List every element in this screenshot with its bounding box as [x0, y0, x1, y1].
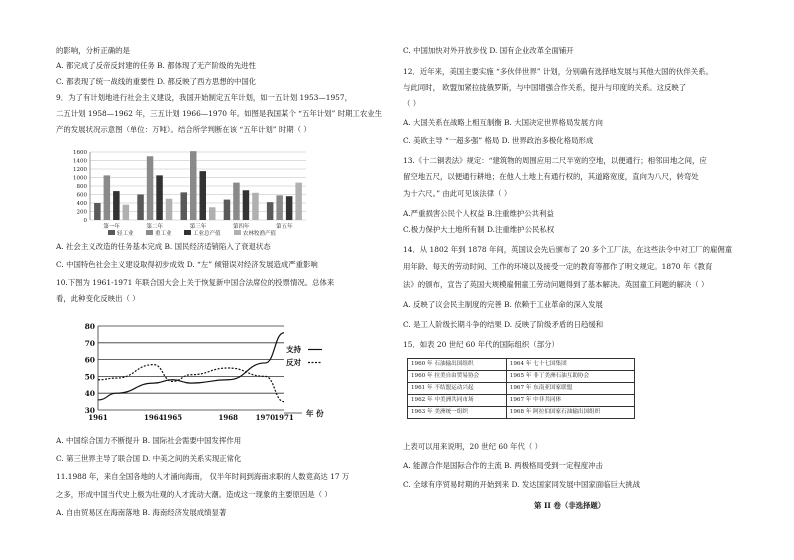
legend-swatch — [184, 230, 191, 235]
y-tick-label: 70 — [84, 338, 95, 348]
q9-stem-1: 9．为了有计划地进行社会主义建设，我国开始制定五年计划，如一五计划 1953—1957， — [56, 93, 352, 102]
table-cell: 1968 年 阿拉伯国家石油输出国组织 — [506, 407, 634, 419]
bar — [113, 191, 120, 220]
bar — [200, 171, 207, 220]
bar — [267, 202, 274, 220]
q11-options-cd: C. 中国加快对外开放步伐 D. 国有企业改革全面铺开 — [403, 46, 574, 55]
q10-options-ab: A. 中国综合国力不断提升 B. 国际社会需要中国发挥作用 — [56, 436, 242, 445]
y-tick-label: 50 — [84, 372, 95, 382]
y-tick-label: 30 — [84, 406, 95, 415]
table-cell: 1960 年 拉美自由贸易协会 — [408, 371, 507, 383]
x-tick-label: 1961 — [88, 413, 108, 422]
x-tick-label: 第四年 — [232, 224, 250, 230]
y-tick-label: 200 — [76, 209, 87, 216]
q9-stem-3: 产的发展状况示意图（单位：万吨）。结合所学判断在该 “五年计划” 时期（ ） — [56, 125, 311, 134]
table-cell: 1962 年 中美洲共同市场 — [408, 395, 507, 407]
bar — [276, 195, 283, 220]
q14-options-ab: A. 反映了议会民主制度的完善 B. 依赖于工业革命的深入发展 — [403, 300, 603, 309]
bar — [123, 205, 130, 220]
q11-stem-1: 11.1988 年，来自全国各地的人才涌向海南， 仅半年时间到海南求职的人数竟高达 17 万 — [56, 472, 350, 481]
x-tick-label: 1965 — [162, 413, 183, 422]
legend-label: 轻工业 — [117, 231, 134, 237]
x-tick-label: 1970 — [255, 413, 276, 422]
q8-stem-end: 的影响，分析正确的是 — [56, 46, 130, 55]
q10-stem-1: 10.下图为 1961-1971 年联合国大会上关于恢复新中国合法席位的投票情况。总体来 — [56, 278, 335, 287]
bar — [252, 193, 259, 220]
x-tick-label: 第二年 — [146, 224, 164, 230]
legend-label: 工业总产值 — [193, 231, 221, 237]
bar — [181, 192, 188, 220]
five-year-plan-bar-chart — [60, 146, 312, 238]
q12-stem-1: 12．近年来，美国主要实施 “多伙伴世界” 计划，分别确有选择地发展与其他大国的伙伴关系。 — [403, 67, 713, 76]
table-row — [408, 383, 635, 395]
q9-options-cd: C. 中国特色社会主义建设取得初步成效 D. “左” 倾错误对经济发展造成严重影响 — [56, 260, 318, 269]
table-cell: 1964 年 七十七国集团 — [506, 359, 634, 371]
x-tick-label: 第一年 — [103, 224, 120, 230]
table-cell: 1965 年 非丁美洲石油互助协会 — [506, 371, 634, 383]
table-row — [408, 395, 635, 407]
y-tick-label: 1000 — [73, 175, 87, 182]
q15-options-cd: C. 全球有序贸易时期的开始到来 D. 发达国家同发展中国家面临巨大挑战 — [403, 480, 641, 489]
bar — [209, 207, 216, 220]
q13-stem-1: 13.《十二铜表法》规定：“建筑物的周围应用二尺半宽的空地，以便通行；相邻田地之间，应 — [403, 156, 707, 165]
bar — [156, 175, 163, 220]
q9-stem-2: 二五计划 1958—1962 年，三五计划 1966—1970 年。如图是我国某个 “五年计划” 时期工农业生 — [56, 109, 382, 118]
bar — [166, 199, 173, 220]
q12-stem-2: 与此同时， 欧盟加紧拉拢俄罗斯，与中国增强合作关系，提升与印度的关系。这反映了 — [403, 83, 687, 92]
legend-label: 重工业 — [155, 231, 172, 237]
y-tick-label: 40 — [84, 389, 95, 399]
bar — [243, 190, 250, 220]
legend-swatch — [146, 230, 153, 235]
section-title: 第 II 卷（非选择题） — [534, 501, 606, 510]
q10-options-cd: C. 第三世界主导了联合国 D. 中美之间的关系实现正常化 — [56, 454, 242, 463]
y-tick-label: 60 — [84, 355, 95, 365]
q11-options-ab: A. 自由贸易区在海南落地 B. 海南经济发展成绩显著 — [56, 508, 227, 517]
y-tick-label: 0 — [83, 218, 87, 224]
q13-options-ab: A.严重损害公民个人权益 B.注重维护公共利益 — [403, 209, 554, 218]
y-tick-label: 1200 — [73, 167, 87, 173]
q13-stem-2: 留空地五尺，以便通行耕地；在他人土地上有通行权的，其道路宽度，直向为八尺，转弯处 — [403, 172, 699, 181]
bar — [190, 151, 197, 220]
x-tick-label: 1964 — [144, 413, 164, 422]
q10-stem-2: 看，此种变化反映出（ ） — [56, 294, 140, 303]
q9-options-ab: A. 社会主义改造的任务基本完成 B. 国民经济适销陷入了衰退状态 — [56, 242, 271, 251]
q12-options-cd: C. 美欧主导 “一超多强” 格局 D. 世界政治多极化格局形成 — [403, 136, 594, 145]
table-row — [408, 359, 635, 371]
y-tick-label: 80 — [84, 322, 95, 331]
bar — [147, 156, 154, 220]
table-cell: 1963 年 美洲统一组织 — [408, 407, 507, 419]
x-tick-label: 1968 — [218, 413, 238, 422]
q8-options-ab: A. 都完成了反帝反封建的任务 B. 都体现了无产阶级的先进性 — [56, 61, 256, 70]
legend-swatch — [234, 230, 241, 235]
y-tick-label: 600 — [76, 192, 87, 199]
bar — [94, 203, 101, 220]
q14-stem-3: 法》的颁布，宣告了英国大规模雇佣童工劳动问题得到了基本解决。英国童工问题的解决（ ） — [403, 280, 709, 289]
table-row — [408, 371, 635, 383]
q12-options-ab: A. 大国关系在战略上相互制衡 B. 大国决定世界格局发展方向 — [403, 118, 603, 127]
international-orgs-table — [407, 358, 635, 419]
bar — [286, 196, 293, 220]
q11-stem-2: 之多，形成中国当代史上极为壮观的人才流动大潮。造成这一现象的主要原因是（ ） — [56, 490, 332, 499]
legend-label: 农林牧渔产值 — [243, 231, 277, 237]
bar — [233, 183, 240, 220]
table-cell: 1967 年 中非共同体 — [506, 395, 634, 407]
bar — [104, 175, 111, 220]
q14-stem-1: 14．从 1802 年到 1878 年间，英国议会先后颁布了 20 多个工厂法，在这些法令中对工厂的雇佣童 — [403, 245, 733, 254]
y-tick-label: 400 — [76, 201, 87, 207]
table-cell: 1961 年 不结盟运动兴起 — [408, 383, 507, 395]
q12-answer-blank: （ ） — [403, 99, 421, 108]
q15-stem: 15．如表 20 世纪 60 年代的国际组织（部分） — [403, 340, 559, 349]
y-tick-label: 1600 — [73, 150, 87, 156]
x-tick-label: 第五年 — [276, 224, 293, 230]
legend-swatch — [108, 230, 115, 235]
table-cell: 1960 年 石油输出国组织 — [408, 359, 507, 371]
q15-stem-2: 上表可以用来说明，20 世纪 60 年代（ ） — [403, 442, 543, 451]
x-axis-label: 年 份 — [306, 409, 324, 418]
q13-options-cd: C.极力保护大土地所有制 D.注重维护公民私权 — [403, 225, 555, 234]
bar — [137, 195, 144, 221]
bar — [224, 200, 231, 220]
q13-stem-3: 为十六尺。” 由此可见该法律（ ） — [403, 189, 512, 198]
table-cell: 1967 年 东南亚国家联盟 — [506, 383, 634, 395]
q15-options-ab: A. 能源合作是国际合作的主流 B. 两极格局受到一定程度冲击 — [403, 461, 603, 470]
x-tick-label: 1971 — [274, 413, 294, 422]
q8-options-cd: C. 都表现了统一战线的重要性 D. 都反映了西方思想的中国化 — [56, 77, 257, 86]
un-vote-line-chart — [84, 318, 324, 434]
x-tick-label: 第三年 — [189, 224, 207, 230]
y-tick-label: 800 — [76, 184, 87, 190]
legend-label: 反对 — [286, 358, 301, 367]
bar — [295, 183, 302, 220]
q14-options-cd: C. 是工人阶级长期斗争的结果 D. 反映了阶级矛盾的日趋缓和 — [403, 320, 604, 329]
table-row — [408, 407, 635, 419]
q14-stem-2: 用年龄、每天的劳动时间、工作的环境以及接受一定的教育等都作了明文规定。1870 年《教育 — [403, 262, 713, 271]
y-tick-label: 1400 — [73, 158, 87, 165]
legend-label: 支持 — [286, 345, 301, 354]
